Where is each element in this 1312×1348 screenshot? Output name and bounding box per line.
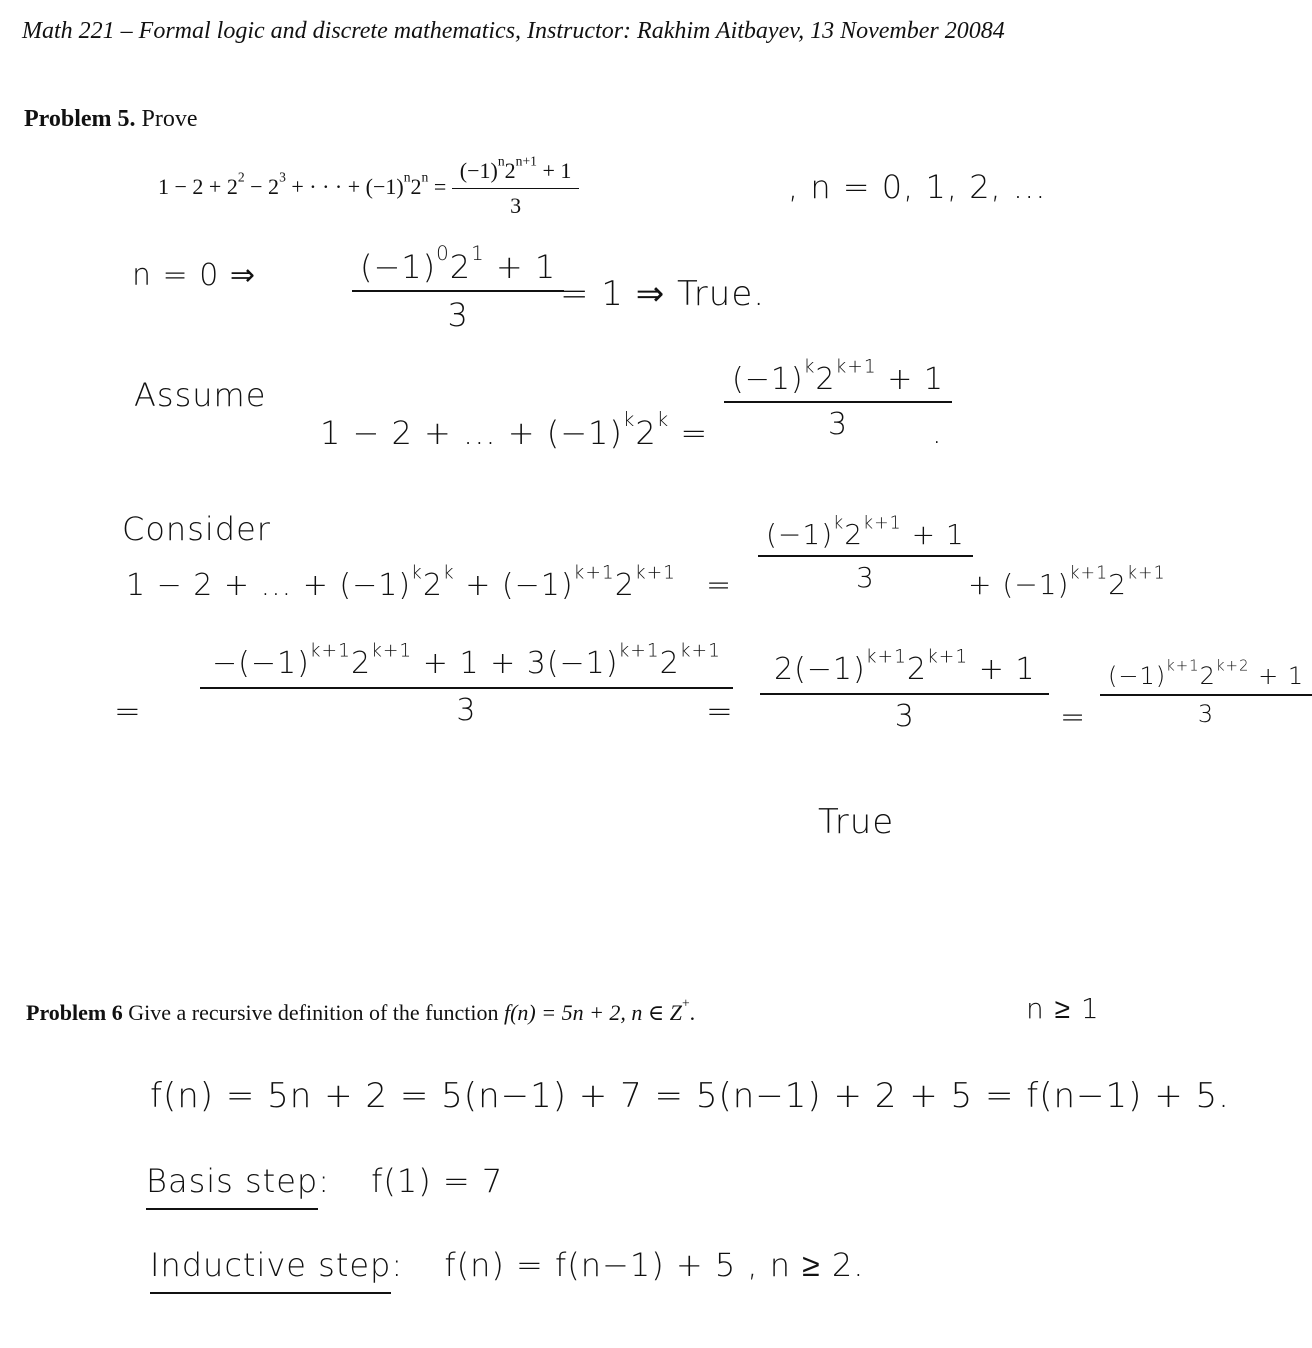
consider-fraction: $\frac{(-1)^k2^{k+1} + 1}{3}$ [758,518,973,594]
problem-5-prompt: Prove [141,106,198,132]
assume-period: . [932,416,943,451]
problem-5-label: Problem 5. [24,106,136,132]
statement-fraction: $\frac{(-1)^n2^{n+1} + 1}{3}$ [452,158,580,219]
statement-lhs: $1 - 2 + 2^2 - 2^3$ + · · · + $(-1)^n2^n$ = [158,169,447,199]
consider-lhs: 1 − 2 + ... + $(-1)^k2^k + (-1)^{k+1}2^{k+1}$ [126,562,677,603]
problem-5-statement [158,153,579,219]
base-case-result: = 1 ⇒ True. [560,274,766,314]
document-header: Math 221 – Formal logic and discrete mathematics, Instructor: Rakhim Aitbayev, 13 November 20084 [22,18,1005,44]
chain-equals-1: = [114,692,142,730]
chain-equals-2: = [706,692,734,730]
assume-fraction: $\frac{(-1)^k2^{k+1} + 1}{3}$ [724,362,952,442]
chain-equals-3: = [1060,700,1087,735]
assume-label: Assume [134,376,267,414]
inductive-step-label: Inductive step [150,1246,391,1294]
recursive-derivation: f(n) = 5n + 2 = 5(n−1) + 7 = 5(n−1) + 2 + 5 = f(n−1) + 5. [150,1076,1230,1116]
problem-6-note: n ≥ 1 [1026,992,1100,1025]
inductive-step-value: f(n) = f(n−1) + 5 , n ≥ 2. [444,1246,865,1284]
chain-fraction-2: $\frac{2(-1)^{k+1}2^{k+1} + 1}{3}$ [760,652,1049,734]
basis-step-value: f(1) = 7 [371,1162,504,1200]
statement-domain: , n = 0, 1, 2, ... [788,168,1047,206]
problem-6-prompt: Give a recursive definition of the function f(n) = 5n + 2, n ∈ Z+. [128,995,696,1025]
basis-step: Basis step: f(1) = 7 [146,1162,503,1200]
inductive-step: Inductive step: f(n) = f(n−1) + 5 , n ≥ 2. [150,1246,864,1284]
problem-6-heading [26,995,696,1026]
chain-fraction-1: $\frac{-(-1)^{k+1}2^{k+1} + 1 + 3(-1)^{k+1}2^{k+1}}{3}$ [200,646,733,728]
base-case-label: n = 0 ⇒ [132,258,256,293]
consider-equals: = [706,568,733,603]
consider-rhs: + $(-1)^{k+1}2^{k+1}$ [968,563,1166,601]
assume-lhs: 1 − 2 + ... + $(-1)^k2^k$ = [320,408,709,452]
conclusion-true: True [818,802,895,842]
problem-5-heading [24,106,198,133]
problem-6-label: Problem 6 [26,1000,123,1025]
consider-label: Consider [122,510,271,548]
chain-fraction-3: $\frac{(-1)^{k+1}2^{k+2} + 1}{3}$ [1100,662,1312,728]
base-case-fraction: $\frac{(-1)^02^1 + 1}{3}$ [352,248,564,334]
basis-step-label: Basis step [146,1162,318,1210]
